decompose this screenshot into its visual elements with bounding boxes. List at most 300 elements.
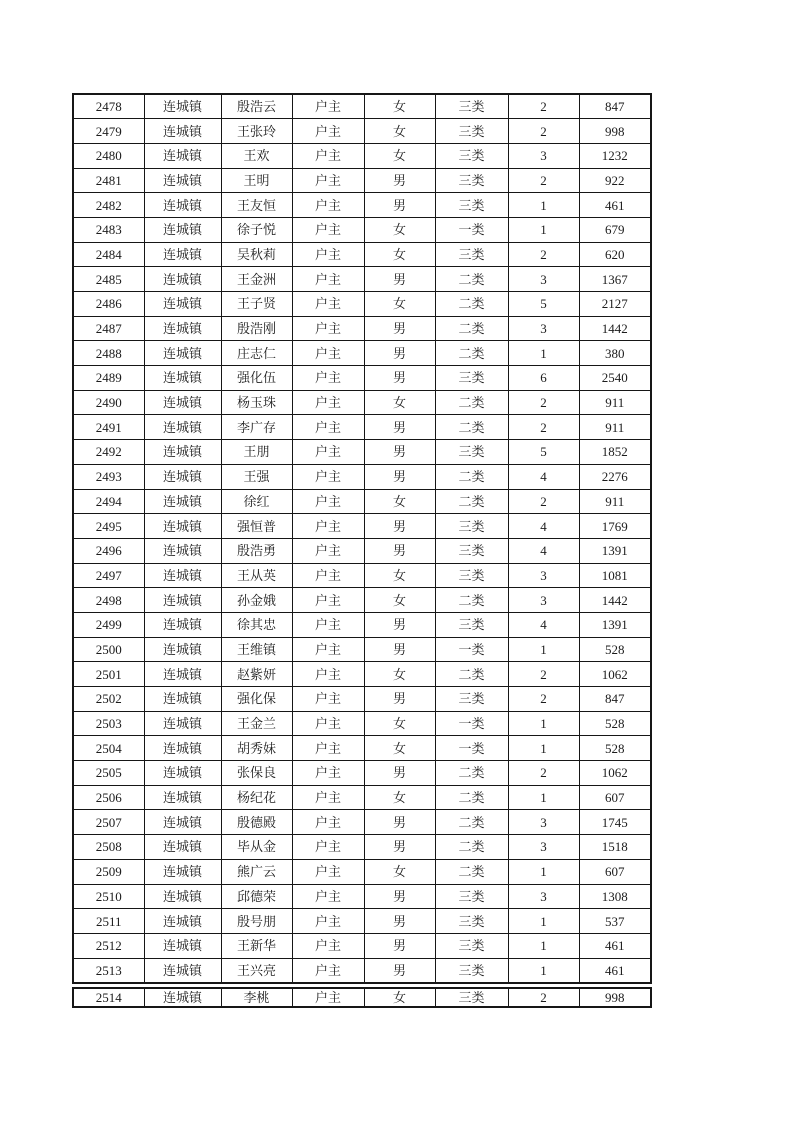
cell-serial-number: 2513 [73, 958, 144, 983]
cell-name: 王强 [221, 464, 292, 489]
table-row [73, 711, 651, 736]
cell-serial-number: 2502 [73, 687, 144, 712]
cell-amount: 1062 [579, 761, 651, 786]
cell-gender: 女 [364, 489, 435, 514]
cell-name: 殷浩刚 [221, 316, 292, 341]
cell-name: 殷号朋 [221, 909, 292, 934]
cell-relation: 户主 [292, 292, 364, 317]
cell-amount: 620 [579, 242, 651, 267]
cell-count: 2 [508, 415, 579, 440]
cell-town: 连城镇 [144, 292, 221, 317]
table-row [73, 884, 651, 909]
cell-count: 1 [508, 909, 579, 934]
cell-serial-number: 2479 [73, 119, 144, 144]
cell-town: 连城镇 [144, 958, 221, 983]
cell-category: 二类 [435, 464, 508, 489]
cell-amount: 528 [579, 736, 651, 761]
cell-name: 庄志仁 [221, 341, 292, 366]
cell-serial-number: 2495 [73, 514, 144, 539]
cell-town: 连城镇 [144, 464, 221, 489]
cell-gender: 女 [364, 988, 435, 1007]
cell-amount: 911 [579, 415, 651, 440]
cell-town: 连城镇 [144, 662, 221, 687]
cell-relation: 户主 [292, 119, 364, 144]
cell-name: 胡秀妹 [221, 736, 292, 761]
table-row [73, 242, 651, 267]
cell-serial-number: 2507 [73, 810, 144, 835]
cell-relation: 户主 [292, 267, 364, 292]
cell-category: 三类 [435, 143, 508, 168]
cell-count: 1 [508, 933, 579, 958]
cell-amount: 911 [579, 489, 651, 514]
cell-amount: 1062 [579, 662, 651, 687]
cell-relation: 户主 [292, 94, 364, 119]
cell-category: 二类 [435, 785, 508, 810]
cell-serial-number: 2505 [73, 761, 144, 786]
table-row [73, 514, 651, 539]
cell-amount: 1391 [579, 538, 651, 563]
cell-gender: 男 [364, 933, 435, 958]
cell-category: 一类 [435, 637, 508, 662]
cell-serial-number: 2491 [73, 415, 144, 440]
cell-category: 三类 [435, 538, 508, 563]
cell-category: 二类 [435, 415, 508, 440]
table-row [73, 785, 651, 810]
cell-amount: 537 [579, 909, 651, 934]
cell-gender: 男 [364, 514, 435, 539]
table-row [73, 415, 651, 440]
table-row [73, 662, 651, 687]
cell-count: 1 [508, 217, 579, 242]
cell-amount: 607 [579, 785, 651, 810]
cell-town: 连城镇 [144, 143, 221, 168]
cell-count: 4 [508, 514, 579, 539]
cell-town: 连城镇 [144, 489, 221, 514]
cell-category: 三类 [435, 687, 508, 712]
cell-name: 王张玲 [221, 119, 292, 144]
cell-gender: 女 [364, 119, 435, 144]
cell-amount: 1081 [579, 563, 651, 588]
cell-relation: 户主 [292, 514, 364, 539]
cell-category: 二类 [435, 267, 508, 292]
cell-serial-number: 2514 [73, 988, 144, 1007]
cell-amount: 998 [579, 988, 651, 1007]
cell-count: 1 [508, 711, 579, 736]
table-row [73, 810, 651, 835]
cell-amount: 2127 [579, 292, 651, 317]
cell-relation: 户主 [292, 489, 364, 514]
cell-count: 2 [508, 119, 579, 144]
cell-category: 三类 [435, 119, 508, 144]
cell-count: 2 [508, 687, 579, 712]
cell-gender: 男 [364, 687, 435, 712]
cell-gender: 女 [364, 588, 435, 613]
cell-amount: 1391 [579, 612, 651, 637]
cell-name: 王子贤 [221, 292, 292, 317]
cell-town: 连城镇 [144, 514, 221, 539]
cell-town: 连城镇 [144, 563, 221, 588]
cell-amount: 911 [579, 390, 651, 415]
cell-name: 殷浩勇 [221, 538, 292, 563]
cell-count: 2 [508, 242, 579, 267]
cell-serial-number: 2478 [73, 94, 144, 119]
cell-count: 2 [508, 662, 579, 687]
cell-town: 连城镇 [144, 736, 221, 761]
table-row [73, 859, 651, 884]
cell-count: 2 [508, 94, 579, 119]
cell-gender: 男 [364, 761, 435, 786]
cell-relation: 户主 [292, 168, 364, 193]
cell-count: 3 [508, 884, 579, 909]
cell-serial-number: 2506 [73, 785, 144, 810]
cell-amount: 1442 [579, 588, 651, 613]
cell-amount: 461 [579, 933, 651, 958]
cell-count: 1 [508, 341, 579, 366]
cell-count: 3 [508, 810, 579, 835]
cell-serial-number: 2511 [73, 909, 144, 934]
cell-serial-number: 2489 [73, 366, 144, 391]
cell-gender: 男 [364, 835, 435, 860]
cell-count: 1 [508, 785, 579, 810]
cell-amount: 1852 [579, 440, 651, 465]
cell-relation: 户主 [292, 933, 364, 958]
table-row [73, 933, 651, 958]
cell-serial-number: 2483 [73, 217, 144, 242]
cell-relation: 户主 [292, 909, 364, 934]
cell-count: 3 [508, 563, 579, 588]
cell-gender: 男 [364, 341, 435, 366]
cell-gender: 女 [364, 292, 435, 317]
cell-relation: 户主 [292, 415, 364, 440]
cell-town: 连城镇 [144, 415, 221, 440]
cell-count: 1 [508, 736, 579, 761]
cell-serial-number: 2501 [73, 662, 144, 687]
cell-serial-number: 2512 [73, 933, 144, 958]
table-row [73, 736, 651, 761]
cell-amount: 1745 [579, 810, 651, 835]
table-row [73, 217, 651, 242]
cell-category: 二类 [435, 292, 508, 317]
cell-amount: 998 [579, 119, 651, 144]
table-row [73, 538, 651, 563]
table-row [73, 909, 651, 934]
table-row [73, 316, 651, 341]
cell-serial-number: 2497 [73, 563, 144, 588]
cell-category: 一类 [435, 711, 508, 736]
table-row [73, 193, 651, 218]
cell-relation: 户主 [292, 316, 364, 341]
cell-relation: 户主 [292, 390, 364, 415]
cell-category: 二类 [435, 810, 508, 835]
cell-amount: 922 [579, 168, 651, 193]
cell-gender: 男 [364, 440, 435, 465]
table-row [73, 440, 651, 465]
cell-gender: 女 [364, 859, 435, 884]
cell-serial-number: 2508 [73, 835, 144, 860]
cell-count: 4 [508, 538, 579, 563]
cell-name: 赵紫妍 [221, 662, 292, 687]
cell-category: 二类 [435, 316, 508, 341]
cell-count: 1 [508, 859, 579, 884]
cell-gender: 男 [364, 366, 435, 391]
cell-gender: 男 [364, 464, 435, 489]
cell-serial-number: 2499 [73, 612, 144, 637]
table-row [73, 366, 651, 391]
cell-count: 1 [508, 958, 579, 983]
table-row [73, 761, 651, 786]
cell-amount: 847 [579, 687, 651, 712]
cell-category: 一类 [435, 736, 508, 761]
cell-relation: 户主 [292, 884, 364, 909]
cell-count: 3 [508, 143, 579, 168]
cell-name: 杨纪花 [221, 785, 292, 810]
table-row [73, 267, 651, 292]
cell-gender: 男 [364, 637, 435, 662]
cell-count: 2 [508, 489, 579, 514]
cell-gender: 男 [364, 415, 435, 440]
cell-category: 三类 [435, 988, 508, 1007]
records-table-continuation [72, 987, 652, 1008]
cell-count: 2 [508, 761, 579, 786]
cell-gender: 女 [364, 143, 435, 168]
cell-name: 王兴亮 [221, 958, 292, 983]
cell-count: 5 [508, 292, 579, 317]
cell-town: 连城镇 [144, 859, 221, 884]
cell-relation: 户主 [292, 662, 364, 687]
cell-category: 三类 [435, 612, 508, 637]
cell-amount: 461 [579, 193, 651, 218]
cell-name: 强化伍 [221, 366, 292, 391]
cell-category: 三类 [435, 958, 508, 983]
table-row [73, 168, 651, 193]
table-row [73, 143, 651, 168]
cell-gender: 男 [364, 958, 435, 983]
cell-count: 1 [508, 637, 579, 662]
cell-serial-number: 2492 [73, 440, 144, 465]
cell-name: 徐其忠 [221, 612, 292, 637]
cell-gender: 女 [364, 242, 435, 267]
cell-serial-number: 2481 [73, 168, 144, 193]
cell-town: 连城镇 [144, 217, 221, 242]
cell-relation: 户主 [292, 464, 364, 489]
cell-gender: 女 [364, 785, 435, 810]
table-row [73, 390, 651, 415]
cell-relation: 户主 [292, 217, 364, 242]
cell-relation: 户主 [292, 637, 364, 662]
table-row [73, 988, 651, 1007]
cell-relation: 户主 [292, 687, 364, 712]
cell-amount: 847 [579, 94, 651, 119]
cell-amount: 1442 [579, 316, 651, 341]
cell-name: 吴秋莉 [221, 242, 292, 267]
cell-serial-number: 2485 [73, 267, 144, 292]
cell-gender: 男 [364, 316, 435, 341]
cell-serial-number: 2503 [73, 711, 144, 736]
cell-town: 连城镇 [144, 884, 221, 909]
cell-relation: 户主 [292, 242, 364, 267]
cell-relation: 户主 [292, 835, 364, 860]
cell-name: 熊广云 [221, 859, 292, 884]
records-table-continuation-body [73, 988, 651, 1007]
cell-gender: 男 [364, 168, 435, 193]
cell-town: 连城镇 [144, 835, 221, 860]
cell-category: 三类 [435, 94, 508, 119]
cell-town: 连城镇 [144, 612, 221, 637]
cell-category: 二类 [435, 489, 508, 514]
cell-category: 二类 [435, 588, 508, 613]
cell-relation: 户主 [292, 988, 364, 1007]
cell-relation: 户主 [292, 440, 364, 465]
cell-amount: 380 [579, 341, 651, 366]
cell-amount: 528 [579, 711, 651, 736]
table-row [73, 563, 651, 588]
cell-name: 殷德殿 [221, 810, 292, 835]
cell-name: 李广存 [221, 415, 292, 440]
cell-name: 强恒普 [221, 514, 292, 539]
cell-amount: 528 [579, 637, 651, 662]
cell-amount: 2276 [579, 464, 651, 489]
cell-serial-number: 2484 [73, 242, 144, 267]
cell-amount: 1769 [579, 514, 651, 539]
cell-relation: 户主 [292, 736, 364, 761]
cell-town: 连城镇 [144, 988, 221, 1007]
cell-count: 4 [508, 464, 579, 489]
cell-count: 3 [508, 267, 579, 292]
cell-category: 三类 [435, 884, 508, 909]
cell-town: 连城镇 [144, 637, 221, 662]
cell-count: 3 [508, 835, 579, 860]
cell-count: 3 [508, 316, 579, 341]
table-row [73, 464, 651, 489]
cell-town: 连城镇 [144, 711, 221, 736]
cell-gender: 女 [364, 736, 435, 761]
cell-gender: 女 [364, 217, 435, 242]
cell-relation: 户主 [292, 193, 364, 218]
cell-category: 三类 [435, 193, 508, 218]
cell-category: 二类 [435, 835, 508, 860]
cell-town: 连城镇 [144, 366, 221, 391]
cell-town: 连城镇 [144, 390, 221, 415]
cell-relation: 户主 [292, 859, 364, 884]
cell-category: 三类 [435, 440, 508, 465]
cell-serial-number: 2493 [73, 464, 144, 489]
cell-serial-number: 2480 [73, 143, 144, 168]
cell-name: 毕从金 [221, 835, 292, 860]
table-row [73, 292, 651, 317]
cell-town: 连城镇 [144, 909, 221, 934]
cell-town: 连城镇 [144, 761, 221, 786]
cell-name: 强化保 [221, 687, 292, 712]
cell-amount: 1308 [579, 884, 651, 909]
cell-category: 一类 [435, 217, 508, 242]
cell-town: 连城镇 [144, 785, 221, 810]
cell-count: 2 [508, 390, 579, 415]
cell-gender: 女 [364, 94, 435, 119]
cell-town: 连城镇 [144, 810, 221, 835]
cell-town: 连城镇 [144, 588, 221, 613]
cell-amount: 1367 [579, 267, 651, 292]
cell-town: 连城镇 [144, 440, 221, 465]
records-table-main-body [73, 94, 651, 983]
cell-category: 三类 [435, 168, 508, 193]
cell-serial-number: 2494 [73, 489, 144, 514]
cell-category: 三类 [435, 242, 508, 267]
cell-town: 连城镇 [144, 94, 221, 119]
table-row [73, 94, 651, 119]
cell-serial-number: 2488 [73, 341, 144, 366]
cell-name: 王金兰 [221, 711, 292, 736]
cell-serial-number: 2500 [73, 637, 144, 662]
cell-name: 王朋 [221, 440, 292, 465]
cell-relation: 户主 [292, 538, 364, 563]
cell-name: 王金洲 [221, 267, 292, 292]
cell-town: 连城镇 [144, 538, 221, 563]
cell-count: 4 [508, 612, 579, 637]
cell-serial-number: 2482 [73, 193, 144, 218]
cell-serial-number: 2498 [73, 588, 144, 613]
table-row [73, 341, 651, 366]
cell-amount: 1232 [579, 143, 651, 168]
cell-amount: 679 [579, 217, 651, 242]
table-row [73, 119, 651, 144]
cell-amount: 461 [579, 958, 651, 983]
cell-amount: 1518 [579, 835, 651, 860]
table-row [73, 958, 651, 983]
cell-relation: 户主 [292, 711, 364, 736]
cell-category: 二类 [435, 761, 508, 786]
cell-relation: 户主 [292, 143, 364, 168]
cell-name: 邱德荣 [221, 884, 292, 909]
table-row [73, 687, 651, 712]
cell-name: 李桃 [221, 988, 292, 1007]
cell-gender: 男 [364, 884, 435, 909]
cell-count: 5 [508, 440, 579, 465]
cell-name: 孙金娥 [221, 588, 292, 613]
cell-gender: 女 [364, 563, 435, 588]
cell-serial-number: 2490 [73, 390, 144, 415]
table-row [73, 588, 651, 613]
cell-name: 徐红 [221, 489, 292, 514]
cell-relation: 户主 [292, 612, 364, 637]
cell-name: 杨玉珠 [221, 390, 292, 415]
cell-count: 2 [508, 168, 579, 193]
cell-gender: 女 [364, 390, 435, 415]
cell-serial-number: 2510 [73, 884, 144, 909]
cell-town: 连城镇 [144, 119, 221, 144]
cell-gender: 男 [364, 267, 435, 292]
table-row [73, 637, 651, 662]
cell-name: 张保良 [221, 761, 292, 786]
cell-category: 二类 [435, 341, 508, 366]
cell-relation: 户主 [292, 341, 364, 366]
cell-name: 徐子悦 [221, 217, 292, 242]
cell-gender: 女 [364, 662, 435, 687]
cell-serial-number: 2487 [73, 316, 144, 341]
table-row [73, 612, 651, 637]
cell-serial-number: 2509 [73, 859, 144, 884]
cell-category: 二类 [435, 662, 508, 687]
cell-count: 1 [508, 193, 579, 218]
cell-gender: 男 [364, 193, 435, 218]
cell-relation: 户主 [292, 761, 364, 786]
table-row [73, 835, 651, 860]
cell-amount: 2540 [579, 366, 651, 391]
cell-town: 连城镇 [144, 193, 221, 218]
cell-relation: 户主 [292, 588, 364, 613]
cell-gender: 男 [364, 909, 435, 934]
cell-town: 连城镇 [144, 687, 221, 712]
cell-category: 二类 [435, 859, 508, 884]
